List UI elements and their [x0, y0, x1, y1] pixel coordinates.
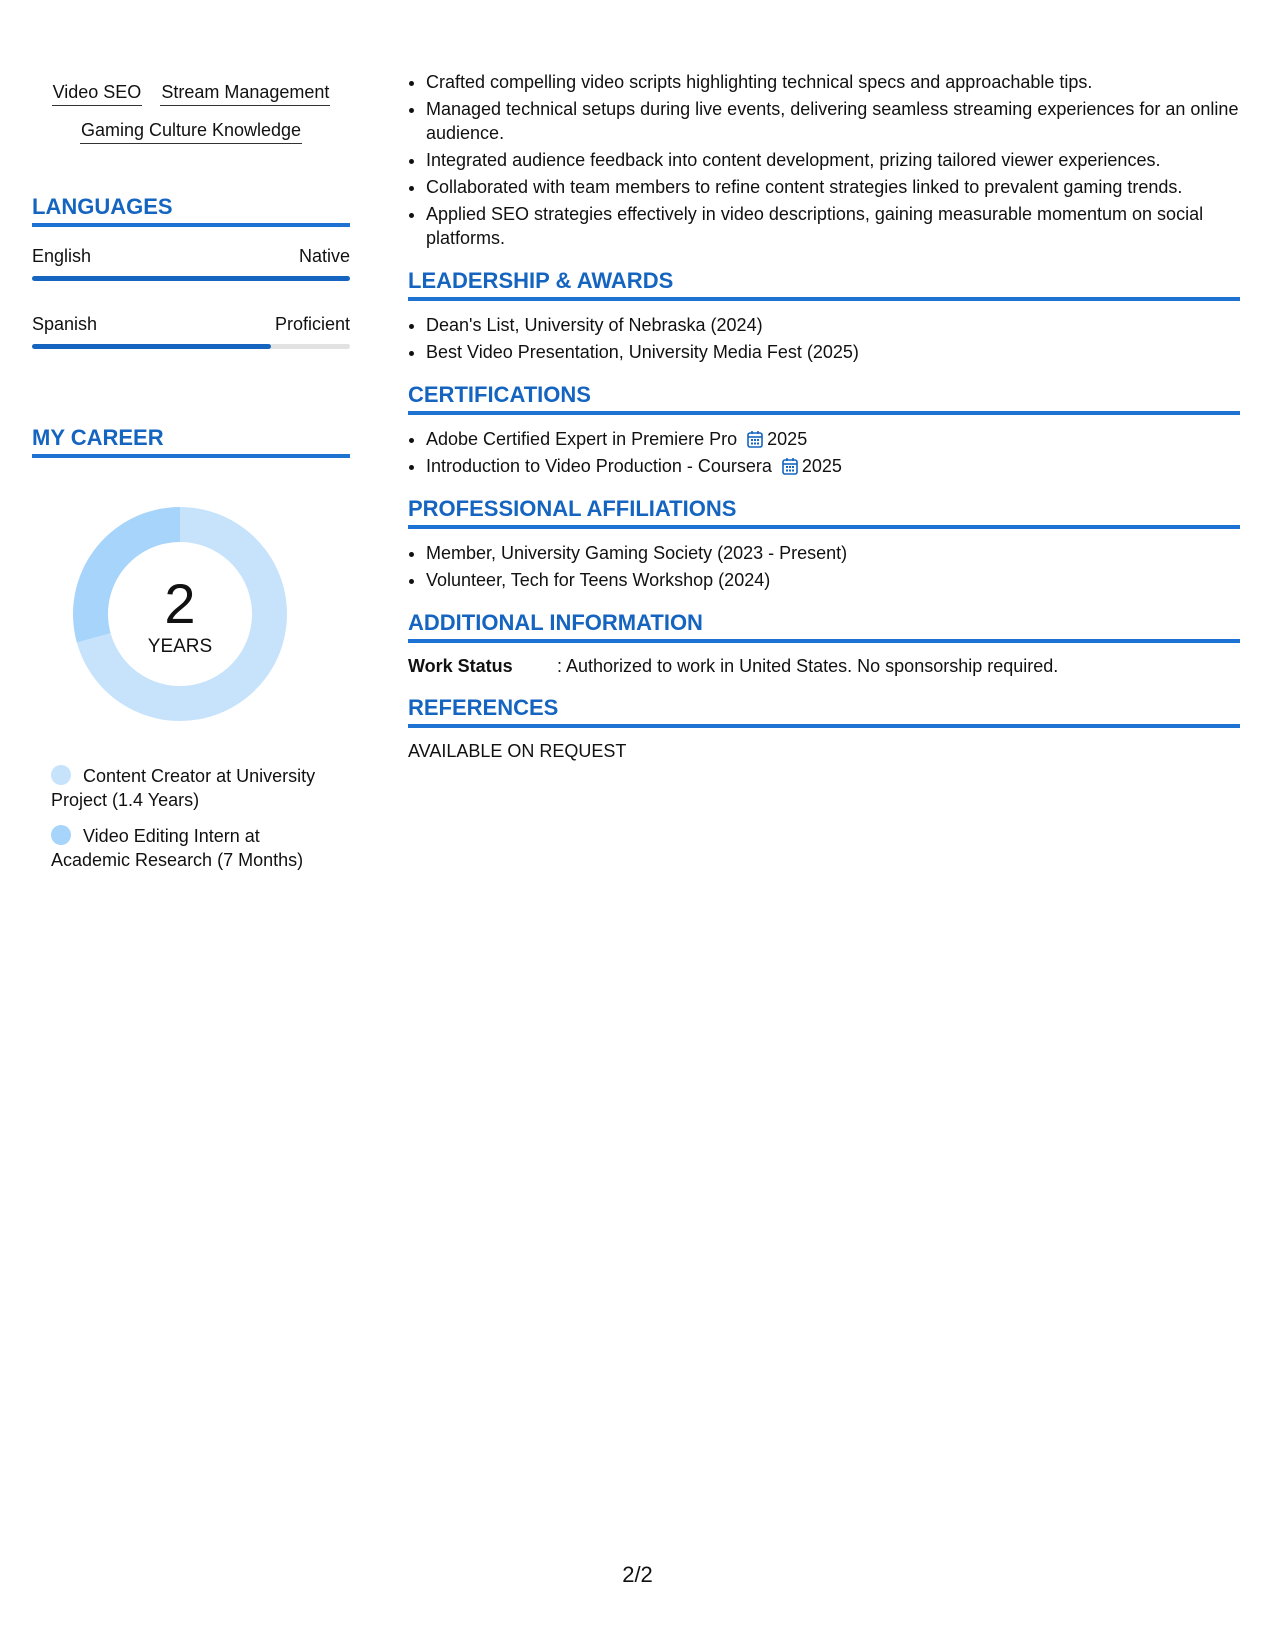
references-title: REFERENCES — [408, 695, 1240, 728]
page-number: 2/2 — [622, 1562, 653, 1587]
legend-dot-icon — [51, 825, 71, 845]
list-item: • Crafted compelling video scripts highlighting technical specs and approachable tips. — [426, 70, 1240, 94]
leadership-title: LEADERSHIP & AWARDS — [408, 268, 1240, 301]
language-level: Proficient — [274, 314, 350, 334]
calendar-icon — [747, 430, 763, 448]
career-total-unit: YEARS — [147, 636, 213, 657]
left-column — [32, 70, 350, 884]
list-item: • Volunteer, Tech for Teens Workshop (2024) — [426, 568, 1240, 592]
certification-name: Adobe Certified Expert in Premiere Pro — [426, 429, 738, 449]
additional-info-title: ADDITIONAL INFORMATION — [408, 610, 1240, 643]
list-item: • Best Video Presentation, University Media Fest (2025) — [426, 340, 1240, 364]
language-level: Native — [298, 246, 350, 266]
language-bar — [32, 344, 350, 349]
career-legend — [51, 764, 341, 872]
certification-year: 2025 — [767, 429, 808, 449]
language-bar-fill — [32, 344, 271, 349]
language-name: English — [32, 246, 92, 266]
work-status-label: Work Status — [408, 656, 513, 676]
work-status-value: : Authorized to work in United States. No sponsorship required. — [557, 656, 1059, 676]
certifications-list — [408, 427, 1240, 478]
list-item: • Integrated audience feedback into content development, prizing tailored viewer experiences. — [426, 148, 1240, 172]
list-item: • Applied SEO strategies effectively in video descriptions, gaining measurable momentum on social platforms. — [426, 202, 1240, 250]
work-status-row — [408, 655, 1240, 677]
affiliations-title: PROFESSIONAL AFFILIATIONS — [408, 496, 1240, 529]
leadership-list — [408, 313, 1240, 364]
language-item — [32, 313, 350, 349]
language-bar-fill — [32, 276, 350, 281]
career-donut-chart — [66, 500, 294, 728]
list-item: • Dean's List, University of Nebraska (2024) — [426, 313, 1240, 337]
experience-bullets — [408, 70, 1240, 250]
certification-name: Introduction to Video Production - Coursera — [426, 456, 772, 476]
list-item — [426, 427, 1240, 451]
language-name: Spanish — [32, 314, 98, 334]
career-title: MY CAREER — [32, 425, 350, 458]
calendar-icon — [782, 457, 798, 475]
skill-tag: Stream Management — [160, 82, 330, 106]
career-total-years: 2 — [164, 572, 196, 635]
legend-item — [51, 764, 341, 812]
references-text: AVAILABLE ON REQUEST — [408, 741, 627, 761]
skills-list — [32, 70, 350, 144]
right-column — [408, 70, 1240, 762]
list-item: • Member, University Gaming Society (2023 - Present) — [426, 541, 1240, 565]
list-item: • Managed technical setups during live events, delivering seamless streaming experiences for an online audience. — [426, 97, 1240, 145]
legend-label: Video Editing Intern at Academic Research (7 Months) — [51, 826, 304, 870]
list-item: • Collaborated with team members to refine content strategies linked to prevalent gaming trends. — [426, 175, 1240, 199]
language-item — [32, 245, 350, 281]
list-item — [426, 454, 1240, 478]
skill-tag: Gaming Culture Knowledge — [80, 120, 302, 144]
skill-tag: Video SEO — [52, 82, 143, 106]
legend-label: Content Creator at University Project (1.4 Years) — [51, 766, 316, 810]
certifications-title: CERTIFICATIONS — [408, 382, 1240, 415]
legend-dot-icon — [51, 765, 71, 785]
language-bar — [32, 276, 350, 281]
languages-title: LANGUAGES — [32, 194, 350, 227]
legend-item — [51, 824, 341, 872]
certification-year: 2025 — [801, 456, 842, 476]
affiliations-list — [408, 541, 1240, 592]
